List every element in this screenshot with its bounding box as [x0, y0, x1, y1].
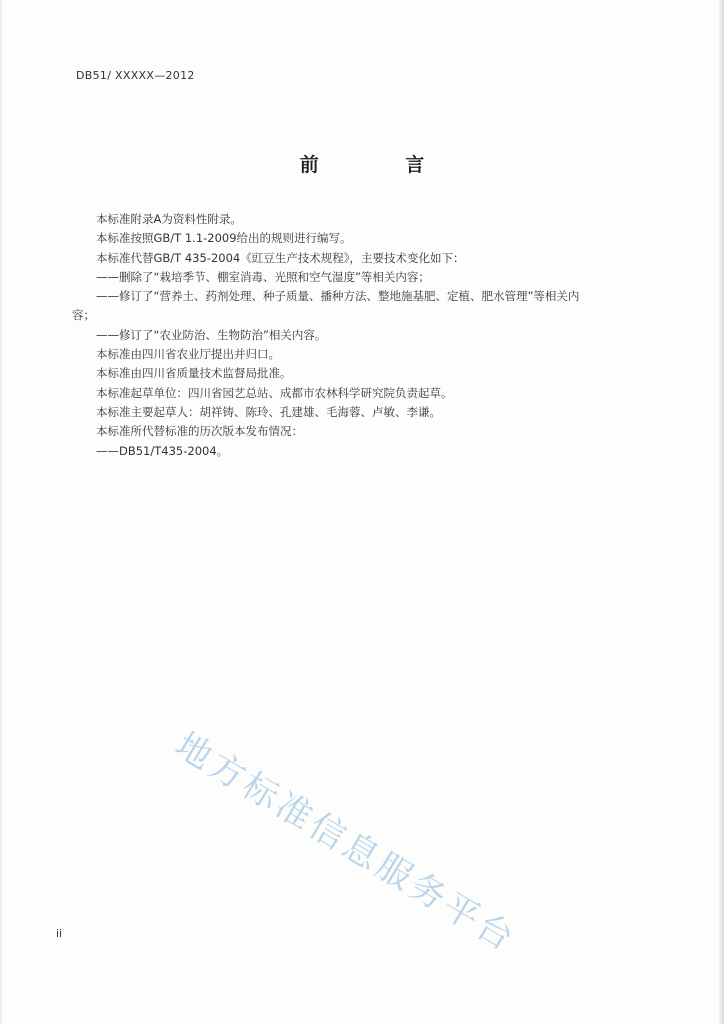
paragraph-drafting-units: 本标准起草单位：四川省园艺总站、成都市农林科学研究院负责起草。 — [96, 385, 453, 400]
paragraph-drafters: 本标准主要起草人：胡祥铸、陈玲、孔建雄、毛海蓉、卢敏、李谦。 — [96, 404, 441, 419]
standard-code-header: DB51/ XXXXX—2012 — [76, 69, 195, 82]
paragraph-history-item: ——DB51/T435-2004。 — [96, 443, 229, 458]
foreword-body — [72, 210, 642, 461]
change-item-revised-1: ——修订了“营养土、药剂处理、种子质量、播种方法、整地施基肥、定植、肥水管理”等相关内 — [96, 289, 580, 304]
paragraph-drafting-rules: 本标准按照GB/T 1.1-2009给出的规则进行编写。 — [96, 231, 352, 246]
paragraph-appendix: 本标准附录A为资料性附录。 — [96, 212, 242, 226]
change-item-deleted: ——删除了“栽培季节、棚室消毒、光照和空气湿度”等相关内容； — [96, 269, 430, 284]
page-number: ii — [56, 927, 63, 940]
paragraph-proposed-by: 本标准由四川省农业厅提出并归口。 — [96, 347, 280, 362]
change-item-revised-2: ——修订了“农业防治、生物防治”相关内容。 — [96, 327, 327, 342]
change-item-revised-1-continued: 容； — [72, 308, 95, 323]
paragraph-history-intro: 本标准所代替标准的历次版本发布情况： — [96, 424, 303, 439]
watermark-text: 地方标准信息服务平台 — [168, 725, 524, 961]
paragraph-approved-by: 本标准由四川省质量技术监督局批准。 — [96, 366, 292, 381]
paragraph-replaces: 本标准代替GB/T 435-2004《豇豆生产技术规程》，主要技术变化如下： — [96, 250, 465, 265]
section-title: 前 言 — [299, 154, 465, 176]
